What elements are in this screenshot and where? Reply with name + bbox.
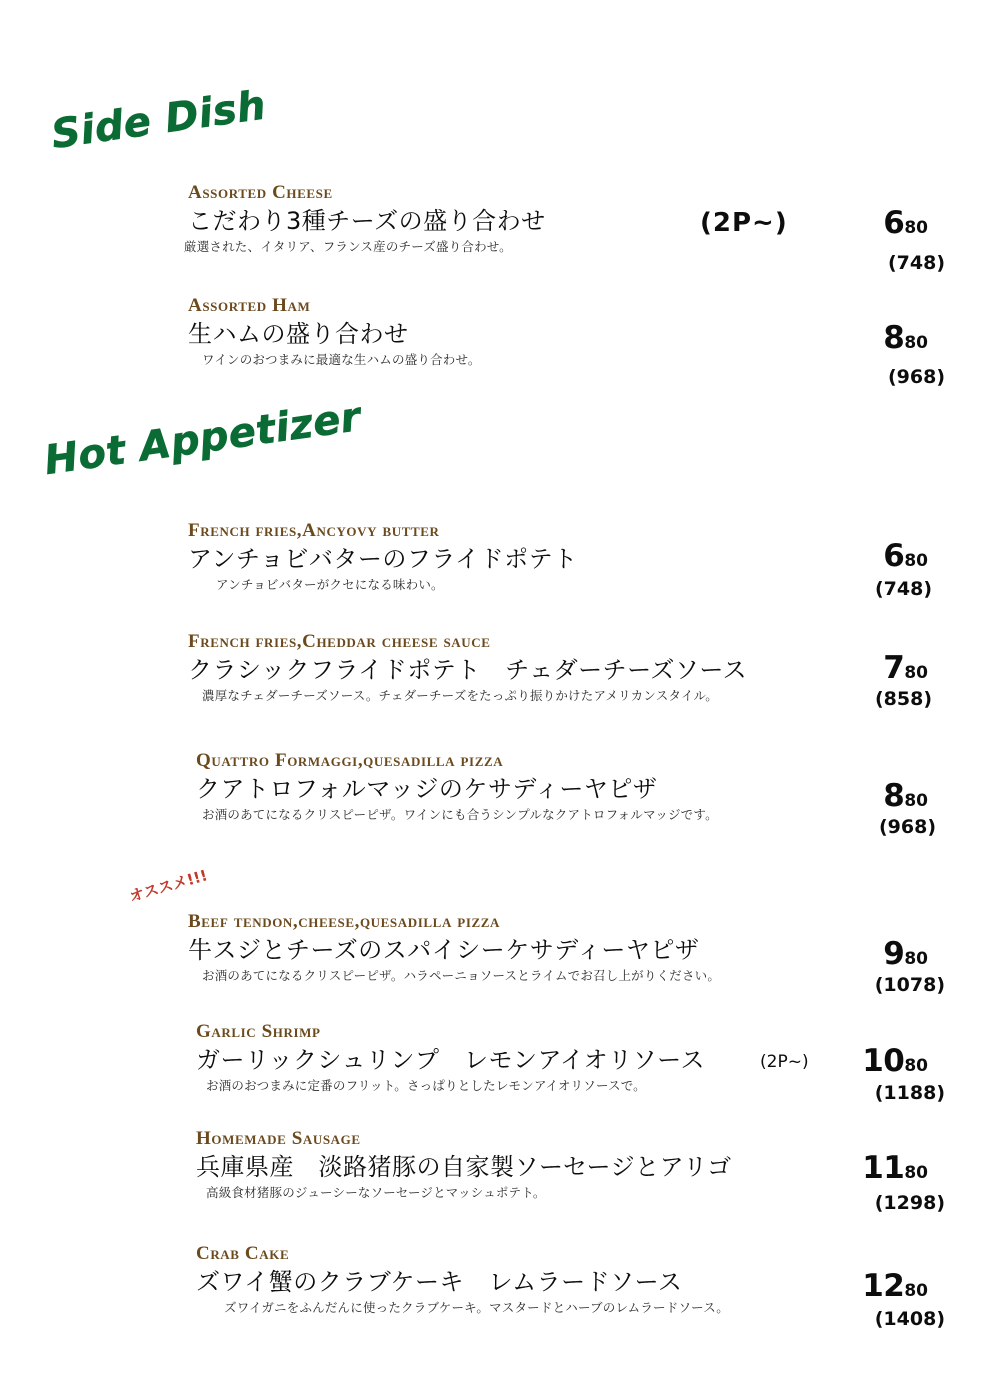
item-price <box>883 538 928 574</box>
item-name-en: Crab Cake <box>196 1243 290 1264</box>
item-description: ズワイガニをふんだんに使ったクラブケーキ。マスタードとハーブのレムラードソース。 <box>224 1299 730 1315</box>
item-name-jp: 兵庫県産 淡路猪豚の自家製ソーセージとアリゴ <box>196 1152 732 1181</box>
item-price-tax-included: (1298) <box>874 1192 945 1214</box>
item-price-sub: 80 <box>904 949 928 969</box>
item-name-jp: アンチョビバターのフライドポテト <box>188 544 578 573</box>
item-name-en: Assorted Cheese <box>188 182 333 203</box>
item-price-tax-included: (1078) <box>874 974 945 996</box>
item-portion: (2P~) <box>700 208 788 238</box>
item-price-sub: 80 <box>904 333 928 353</box>
item-description: ワインのおつまみに最適な生ハムの盛り合わせ。 <box>202 351 481 367</box>
item-price-main: 8 <box>883 778 905 814</box>
item-description: 濃厚なチェダーチーズソース。チェダーチーズをたっぷり振りかけたアメリカンスタイル。 <box>202 687 718 703</box>
item-price-main: 12 <box>862 1268 905 1304</box>
item-description: 厳選された、イタリア、フランス産のチーズ盛り合わせ。 <box>184 238 512 254</box>
item-name-en: Beef tendon,cheese,quesadilla pizza <box>188 911 501 932</box>
item-price-tax-included: (1408) <box>874 1308 945 1330</box>
item-name-en: Quattro Formaggi,quesadilla pizza <box>196 750 504 771</box>
item-description: お酒のあてになるクリスピーピザ。ハラペーニョソースとライムでお召し上がりください。 <box>202 967 721 983</box>
item-price-sub: 80 <box>904 1056 928 1076</box>
item-price <box>862 1268 928 1304</box>
section-heading-hot-appetizer: Hot Appetizer <box>41 394 364 484</box>
menu-item <box>184 182 948 255</box>
item-price-tax-included: (748) <box>874 578 932 600</box>
item-description: お酒のあてになるクリスピーピザ。ワインにも合うシンプルなクアトロフォルマッジです。 <box>202 806 718 822</box>
item-price-main: 7 <box>883 650 905 686</box>
item-price-tax-included: (968) <box>878 816 936 838</box>
item-portion: (2P~) <box>760 1052 809 1072</box>
item-price <box>883 936 928 972</box>
menu-item <box>196 1243 956 1316</box>
item-price-sub: 80 <box>904 551 928 571</box>
menu-item <box>188 295 948 368</box>
item-name-jp: ズワイ蟹のクラブケーキ レムラードソース <box>196 1267 683 1296</box>
item-description: 高級食材猪豚のジューシーなソーセージとマッシュポテト。 <box>206 1184 546 1200</box>
item-price-sub: 80 <box>904 663 928 683</box>
item-price-tax-included: (748) <box>887 252 945 274</box>
item-description: アンチョビバターがクセになる味わい。 <box>216 576 444 592</box>
item-price <box>883 320 928 356</box>
menu-item <box>188 520 948 593</box>
item-price-tax-included: (1188) <box>874 1082 945 1104</box>
menu-item <box>196 1128 956 1201</box>
item-price-main: 6 <box>883 205 905 241</box>
item-price <box>883 650 928 686</box>
item-name-en: French fries,Cheddar cheese sauce <box>188 631 491 652</box>
item-price-main: 10 <box>862 1043 905 1079</box>
item-price <box>862 1043 928 1079</box>
item-name-jp: こだわり3種チーズの盛り合わせ <box>188 206 546 235</box>
item-name-en: Assorted Ham <box>188 295 311 316</box>
item-price <box>883 778 928 814</box>
menu-item <box>188 911 948 984</box>
item-name-jp: ガーリックシュリンプ レモンアイオリソース <box>196 1045 705 1074</box>
item-price-tax-included: (858) <box>874 688 932 710</box>
item-price-tax-included: (968) <box>887 366 945 388</box>
item-name-en: Garlic Shrimp <box>196 1021 321 1042</box>
item-price-sub: 80 <box>904 1281 928 1301</box>
menu-item <box>196 1021 956 1094</box>
item-name-jp: クラシックフライドポテト チェダーチーズソース <box>188 655 748 684</box>
item-price-main: 11 <box>862 1150 905 1186</box>
recommended-badge: オススメ!!! <box>127 866 210 906</box>
menu-item <box>188 631 948 704</box>
item-name-en: French fries,Ancyovy butter <box>188 520 440 541</box>
item-description: お酒のおつまみに定番のフリット。さっぱりとしたレモンアイオリソースで。 <box>206 1077 646 1093</box>
item-price-main: 8 <box>883 320 905 356</box>
menu-item <box>196 750 956 823</box>
item-name-en: Homemade Sausage <box>196 1128 361 1149</box>
item-price-sub: 80 <box>904 791 928 811</box>
item-name-jp: 生ハムの盛り合わせ <box>188 319 409 348</box>
item-price <box>883 205 928 241</box>
item-price-main: 6 <box>883 538 905 574</box>
section-heading-side-dish: Side Dish <box>48 82 269 158</box>
item-price-sub: 80 <box>904 1163 928 1183</box>
item-name-jp: クアトロフォルマッジのケサディーヤピザ <box>196 774 658 803</box>
item-price-sub: 80 <box>904 218 928 238</box>
item-price <box>862 1150 928 1186</box>
item-price-main: 9 <box>883 936 905 972</box>
item-name-jp: 牛スジとチーズのスパイシーケサディーヤピザ <box>188 935 700 964</box>
